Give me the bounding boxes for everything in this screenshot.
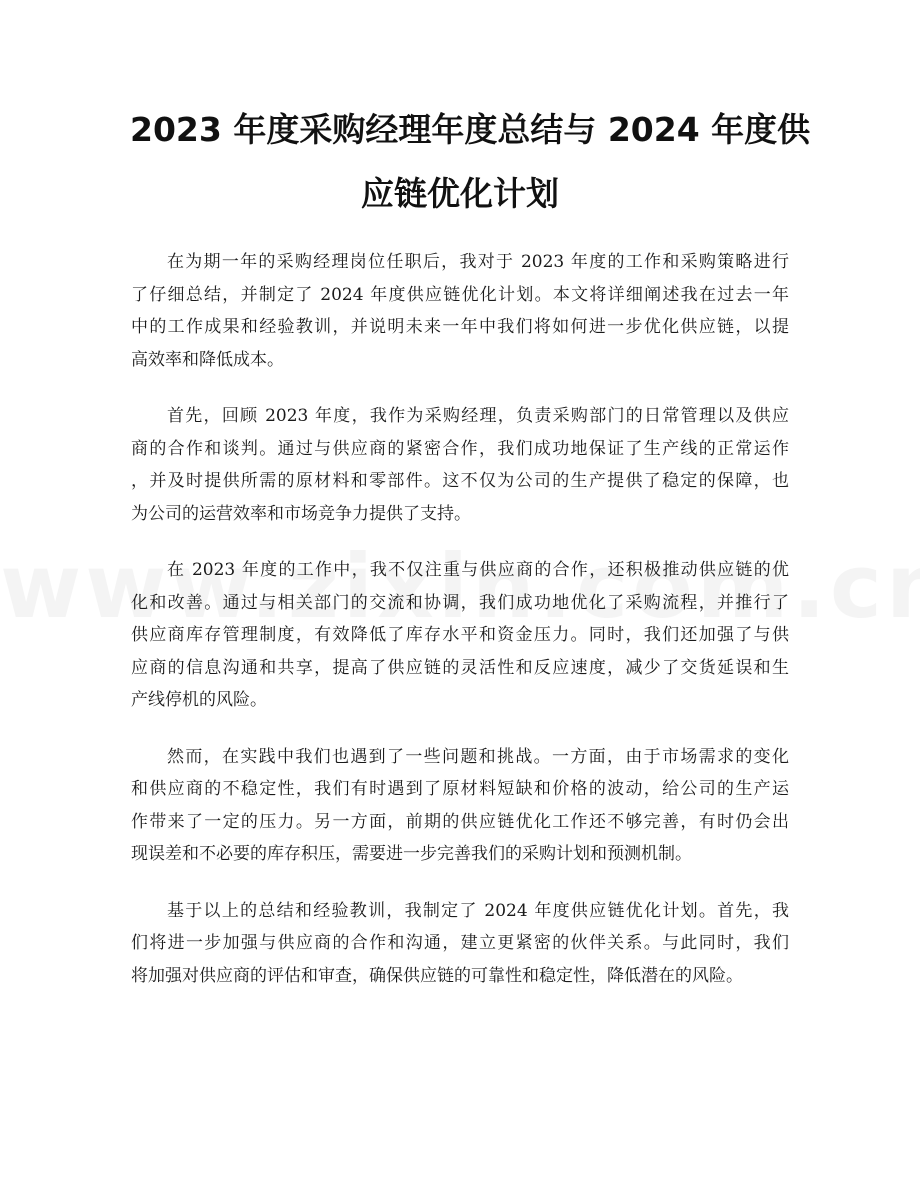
paragraph-line: 和供应商的不稳定性，我们有时遇到了原材料短缺和价格的波动，给公司的生产运: [131, 779, 789, 799]
paragraph-line: 应商的信息沟通和共享，提高了供应链的灵活性和反应速度，减少了交货延误和生: [131, 657, 789, 678]
paragraph-line: 在 2023 年度的工作中，我不仅注重与供应商的合作，还积极推动供应链的优: [167, 560, 789, 580]
paragraph-line: 高效率和降低成本。: [131, 349, 284, 370]
paragraph-line: 中的工作成果和经验教训，并说明未来一年中我们将如何进一步优化供应链，以提: [131, 317, 789, 337]
paragraph-intro: [131, 246, 789, 376]
paragraph-line: 们将进一步加强与供应商的合作和沟通，建立更紧密的伙伴关系。与此同时，我们: [131, 933, 789, 953]
paragraph-line: 为公司的运营效率和市场竞争力提供了支持。: [131, 503, 471, 524]
paragraph-line: 供应商库存管理制度，有效降低了库存水平和资金压力。同时，我们还加强了与供: [131, 625, 789, 645]
paragraph-line: ，并及时提供所需的原材料和零部件。这不仅为公司的生产提供了稳定的保障，也: [131, 471, 789, 491]
document-title: [130, 98, 811, 226]
paragraph-line: 现误差和不必要的库存积压，需要进一步完善我们的采购计划和预测机制。: [131, 844, 692, 864]
paragraph-line: 首先，回顾 2023 年度，我作为采购经理，负责采购部门的日常管理以及供应: [167, 406, 789, 426]
paragraph-line: 在为期一年的采购经理岗位任职后，我对于 2023 年度的工作和采购策略进行: [167, 252, 789, 272]
title-line: 2023 年度采购经理年度总结与 2024 年度供: [130, 110, 811, 149]
paragraph-line: 化和改善。通过与相关部门的交流和协调，我们成功地优化了采购流程，并推行了: [131, 592, 789, 613]
paragraph-line: 商的合作和谈判。通过与供应商的紧密合作，我们成功地保证了生产线的正常运作: [131, 438, 789, 459]
paragraph-line: 然而，在实践中我们也遇到了一些问题和挑战。一方面，由于市场需求的变化: [167, 746, 789, 767]
paragraph-plan: [131, 895, 789, 993]
paragraph-line: 了仔细总结，并制定了 2024 年度供应链优化计划。本文将详细阐述我在过去一年: [131, 284, 789, 305]
paragraph-review: [131, 400, 789, 530]
paragraph-line: 基于以上的总结和经验教训，我制定了 2024 年度供应链优化计划。首先，我: [167, 900, 789, 921]
paragraph-optimization: [131, 554, 789, 717]
title-line: 应链优化计划: [361, 174, 559, 213]
document-body: [131, 246, 789, 1016]
paragraph-line: 将加强对供应商的评估和审查，确保供应链的可靠性和稳定性，降低潜在的风险。: [131, 965, 743, 986]
paragraph-line: 作带来了一定的压力。另一方面，前期的供应链优化工作还不够完善，有时仍会出: [131, 811, 789, 832]
paragraph-challenges: [131, 741, 789, 871]
paragraph-line: 产线停机的风险。: [131, 690, 267, 710]
